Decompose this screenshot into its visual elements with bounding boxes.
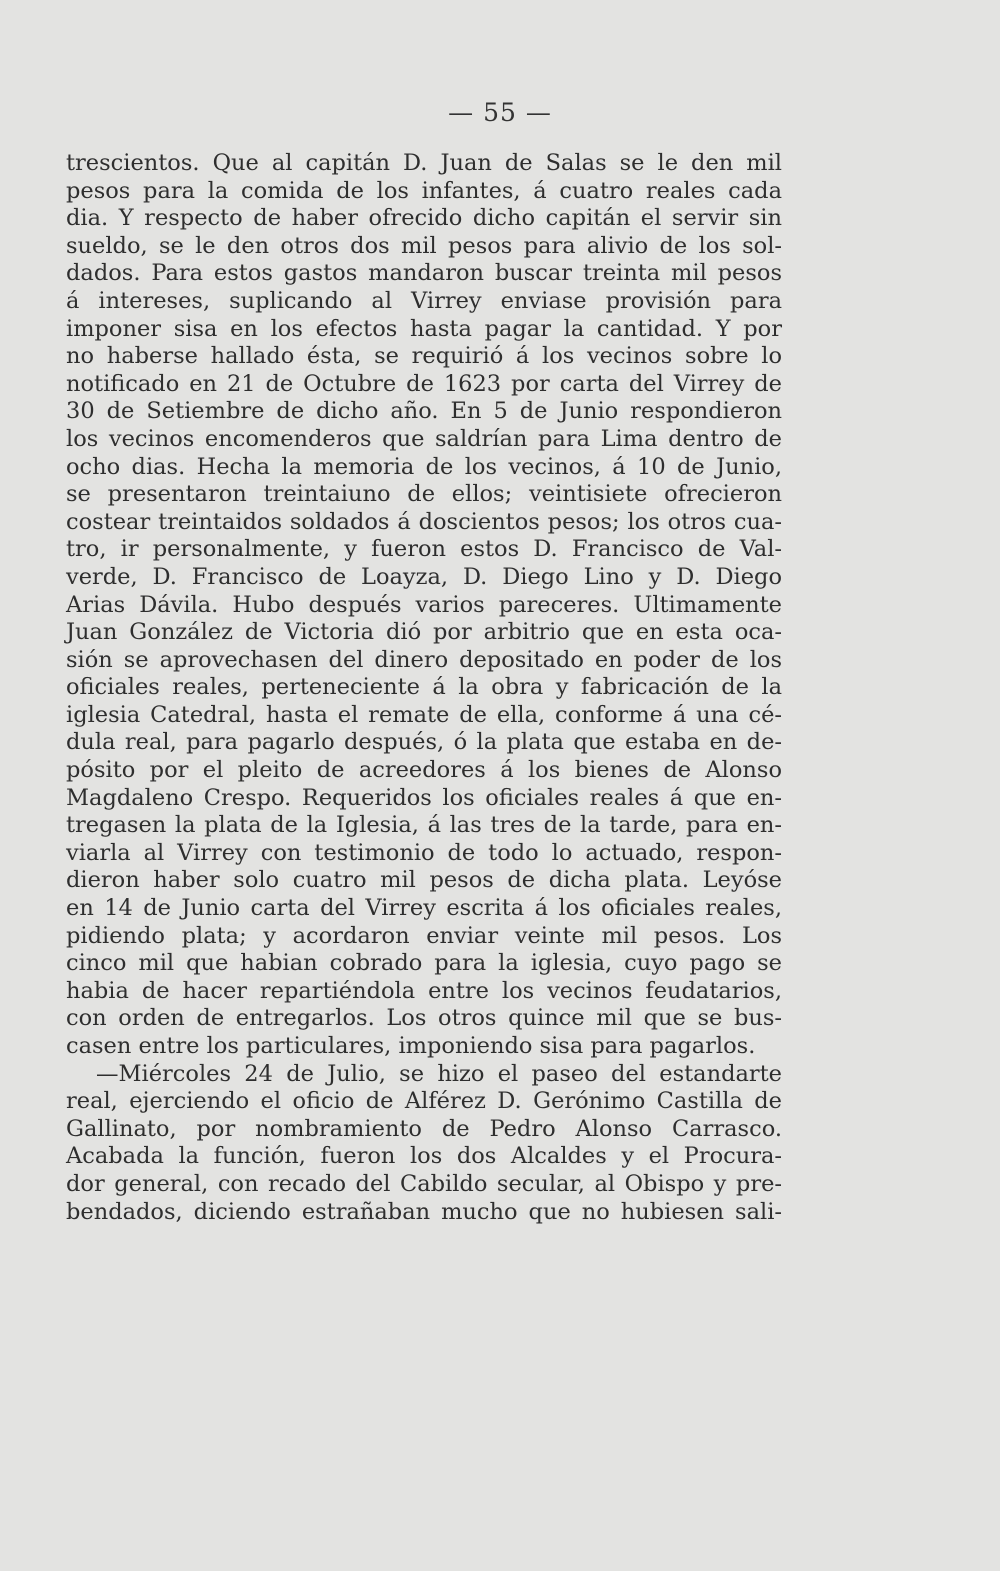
text-line: Juan González de Victoria dió por arbitrio que en esta oca- xyxy=(66,619,782,646)
text-line: pesos para la comida de los infantes, á cuatro reales cada xyxy=(66,177,782,204)
text-line: habia de hacer repartiéndola entre los vecinos feudatarios, xyxy=(66,977,782,1004)
text-line: imponer sisa en los efectos hasta pagar la cantidad. Y por xyxy=(66,315,782,342)
text-line: Acabada la función, fueron los dos Alcaldes y el Procura- xyxy=(66,1143,782,1170)
text-line: bendados, diciendo estrañaban mucho que no hubiesen sali- xyxy=(66,1198,782,1225)
text-line: dia. Y respecto de haber ofrecido dicho capitán el servir sin xyxy=(66,205,782,232)
text-line: Arias Dávila. Hubo después varios pareceres. Ultimamente xyxy=(66,591,782,618)
text-line: pidiendo plata; y acordaron enviar veinte mil pesos. Los xyxy=(66,922,782,949)
text-line: tro, ir personalmente, y fueron estos D. Francisco de Val- xyxy=(66,536,782,563)
text-line: real, ejerciendo el oficio de Alférez D. Gerónimo Castilla de xyxy=(66,1088,782,1115)
text-line: verde, D. Francisco de Loayza, D. Diego Lino y D. Diego xyxy=(66,563,782,590)
text-line: los vecinos encomenderos que saldrían para Lima dentro de xyxy=(66,425,782,452)
text-line: con orden de entregarlos. Los otros quince mil que se bus- xyxy=(66,1005,782,1032)
text-line: dieron haber solo cuatro mil pesos de dicha plata. Leyóse xyxy=(66,867,782,894)
text-line: —Miércoles 24 de Julio, se hizo el paseo del estandarte xyxy=(96,1060,782,1087)
page-number: — 55 — xyxy=(448,98,552,127)
text-line: á intereses, suplicando al Virrey enviase provisión para xyxy=(66,287,782,314)
text-line: dula real, para pagarlo después, ó la plata que estaba en de- xyxy=(66,729,782,756)
text-line: viarla al Virrey con testimonio de todo lo actuado, respon- xyxy=(66,839,782,866)
text-line: cinco mil que habian cobrado para la iglesia, cuyo pago se xyxy=(66,950,782,977)
text-line: notificado en 21 de Octubre de 1623 por carta del Virrey de xyxy=(66,370,782,397)
text-line: pósito por el pleito de acreedores á los bienes de Alonso xyxy=(66,757,782,784)
text-line: sión se aprovechasen del dinero depositado en poder de los xyxy=(66,646,782,673)
text-line: Gallinato, por nombramiento de Pedro Alonso Carrasco. xyxy=(66,1115,782,1142)
text-line: oficiales reales, perteneciente á la obra y fabricación de la xyxy=(66,674,782,701)
text-line: tregasen la plata de la Iglesia, á las tres de la tarde, para en- xyxy=(66,812,782,839)
text-line: se presentaron treintaiuno de ellos; veintisiete ofrecieron xyxy=(66,481,782,508)
text-line: ocho dias. Hecha la memoria de los vecinos, á 10 de Junio, xyxy=(66,453,782,480)
text-line: 30 de Setiembre de dicho año. En 5 de Junio respondieron xyxy=(66,398,782,425)
text-line: no haberse hallado ésta, se requirió á los vecinos sobre lo xyxy=(66,343,782,370)
body-text xyxy=(66,150,782,1226)
text-line: sueldo, se le den otros dos mil pesos para alivio de los sol- xyxy=(66,232,782,259)
text-line: Magdaleno Crespo. Requeridos los oficiales reales á que en- xyxy=(66,784,782,811)
text-line: dor general, con recado del Cabildo secular, al Obispo y pre- xyxy=(66,1170,782,1197)
text-line: iglesia Catedral, hasta el remate de ella, conforme á una cé- xyxy=(66,701,782,728)
text-line: costear treintaidos soldados á doscientos pesos; los otros cua- xyxy=(66,508,782,535)
text-line: dados. Para estos gastos mandaron buscar treinta mil pesos xyxy=(66,260,782,287)
text-line: trescientos. Que al capitán D. Juan de Salas se le den mil xyxy=(66,150,782,176)
text-line: en 14 de Junio carta del Virrey escrita á los oficiales reales, xyxy=(66,895,782,922)
text-line: casen entre los particulares, imponiendo sisa para pagarlos. xyxy=(66,1033,756,1059)
